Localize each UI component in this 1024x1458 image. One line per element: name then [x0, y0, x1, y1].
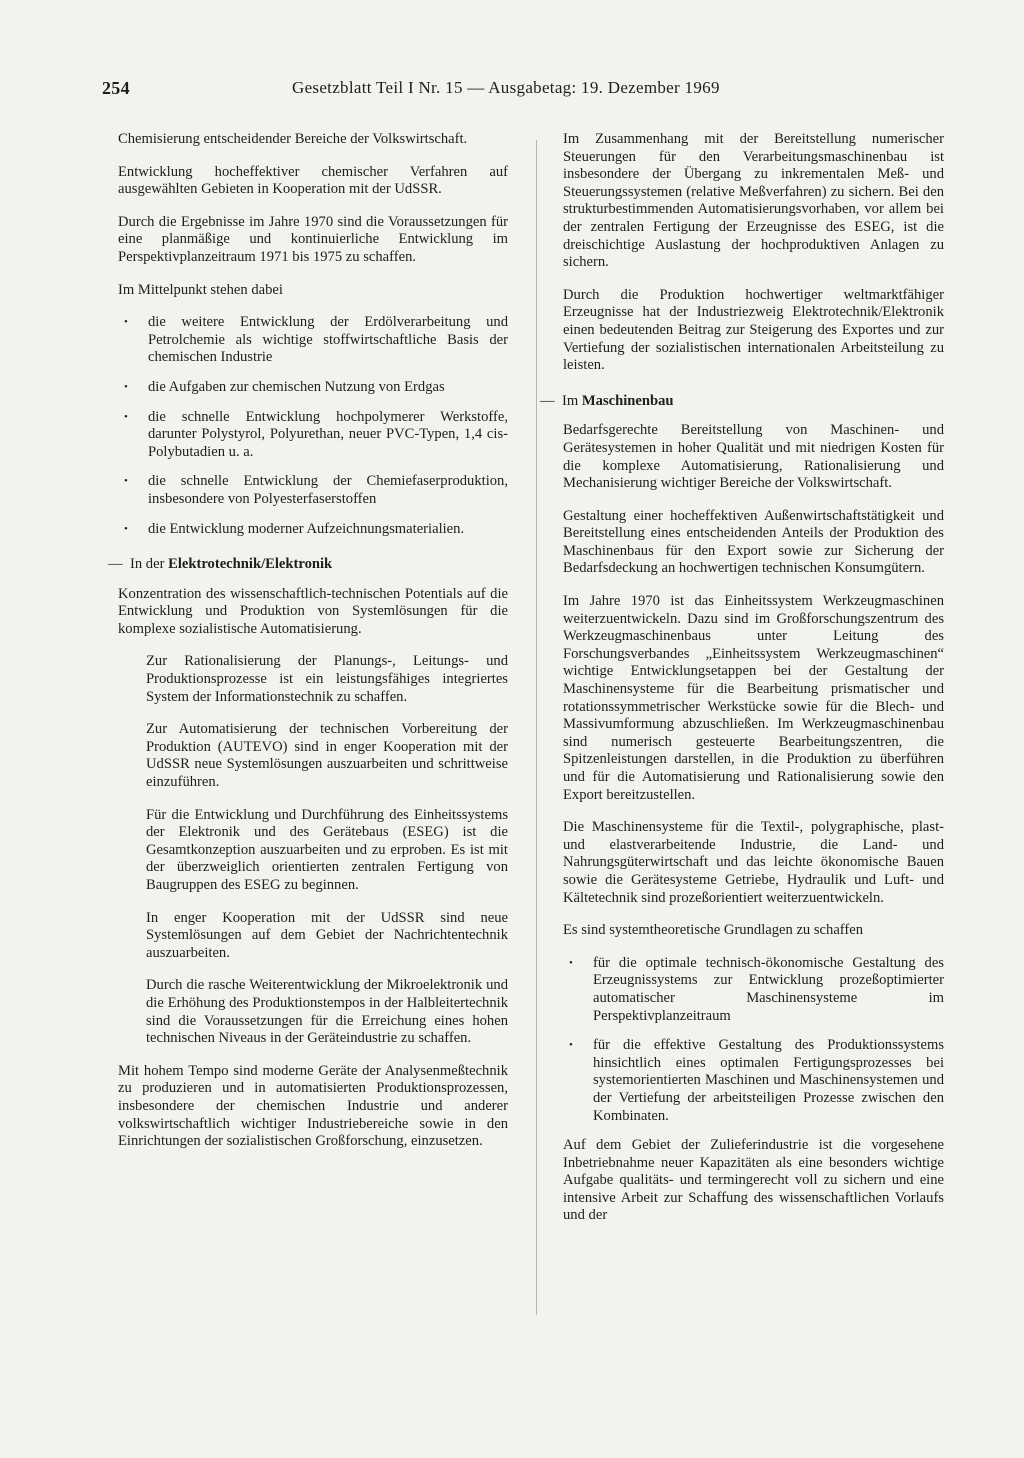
- list-item: • die Entwicklung moderner Aufzeichnungsmaterialien.: [118, 521, 508, 539]
- list-item: • die schnelle Entwicklung hochpolymerer Werkstoffe, darunter Polystyrol, Polyurethan, neuer PVC-Typen, 1,4 cis-Polybutadien u. a.: [118, 409, 508, 462]
- paragraph: Im Zusammenhang mit der Bereitstellung numerischer Steuerungen für den Verarbeitungsmaschinenbau ist insbesondere der Übergang zu inkrementalen Meß- und Steuerungssystemen (relative Meßverfahren) zu sichern. Bei den strukturbestimmenden Automatisierungsvorhaben, vor allem bei der zentralen Fertigung der Erzeugnisse des ESEG, ist die dreischichtige Auslastung der hochproduktiven Anlagen zu sichern.: [563, 131, 944, 271]
- paragraph: Entwicklung hocheffektiver chemischer Verfahren auf ausgewählten Gebieten in Kooperation mit der UdSSR.: [118, 163, 508, 198]
- section-heading-maschinenbau: [540, 393, 944, 411]
- paragraph: In enger Kooperation mit der UdSSR sind neue Systemlösungen auf dem Gebiet der Nachrichtentechnik auszuarbeiten.: [146, 909, 508, 961]
- section-title: Elektrotechnik/Elektronik: [168, 556, 333, 573]
- right-column: [540, 131, 944, 1240]
- running-title: Gesetzblatt Teil I Nr. 15 — Ausgabetag: 19. Dezember 1969: [292, 78, 720, 97]
- paragraph: Zur Automatisierung der technischen Vorbereitung der Produktion (AUTEVO) sind in enger Kooperation mit der UdSSR neue Systemlösungen auszuarbeiten und schrittweise einzuführen.: [146, 721, 508, 791]
- paragraph: Durch die rasche Weiterentwicklung der Mikroelektronik und die Erhöhung des Produktionstempos in der Halbleitertechnik sind die Voraussetzungen für die Erreichung eines hohen technischen Niveaus in der Geräteindustrie zu schaffen.: [146, 977, 508, 1047]
- paragraph: Auf dem Gebiet der Zulieferindustrie ist die vorgesehene Inbetriebnahme neuer Kapazitäten als eine besonders wichtige Aufgabe qualitäts- und termingerecht voll zu sichern und eine intensive Arbeit zur Schaffung des wissenschaftlichen Vorlaufs und der: [563, 1137, 944, 1224]
- paragraph: Durch die Ergebnisse im Jahre 1970 sind die Voraussetzungen für eine planmäßige und kontinuierliche Entwicklung im Perspektivplanzeitraum 1971 bis 1975 zu schaffen.: [118, 213, 508, 265]
- list-item: • die schnelle Entwicklung der Chemiefaserproduktion, insbesondere von Polyesterfaserstoffen: [118, 473, 508, 508]
- paragraph: Im Jahre 1970 ist das Einheitssystem Werkzeugmaschinen weiterzuentwickeln. Dazu sind im Großforschungszentrum des Werkzeugmaschinenbaus unter Leitung des Forschungsverbandes „Einheitssystem Werkzeugmaschinen“ wichtige Entwicklungsetappen bei der Gestaltung der Maschinensysteme für die Bearbeitung prismatischer und rotationssymmetrischer Werkstücke sowie für die Blech- und Massivumformung abzuschließen. Im Werkzeugmaschinenbau sind numerisch gesteuerte Bearbeitungszentren, die Spitzenleistungen darstellen, in die Produktion zu überführen und für die Automatisierung und Rationalisierung sowie den Export bereitzustellen.: [563, 593, 944, 803]
- section-title: Maschinenbau: [581, 392, 674, 409]
- list-item: • die Aufgaben zur chemischen Nutzung von Erdgas: [118, 379, 508, 397]
- section-prefix: In der: [130, 556, 169, 573]
- paragraph: Es sind systemtheoretische Grundlagen zu schaffen: [563, 922, 864, 939]
- column-divider: [536, 140, 537, 1315]
- paragraph: Durch die Produktion hochwertiger weltmarktfähiger Erzeugnisse hat der Industriezweig Elektrotechnik/Elektronik einen bedeutenden Beitrag zur Steigerung des Exportes und zur Vertiefung der sozialistischen internationalen Arbeitsteilung zu leisten.: [563, 286, 944, 374]
- section-heading-elektrotechnik: [108, 556, 508, 574]
- paragraph: Chemisierung entscheidender Bereiche der Volkswirtschaft.: [118, 131, 468, 147]
- paragraph: Konzentration des wissenschaftlich-technischen Potentials auf die Entwicklung und Produktion von Systemlösungen für die komplexe sozialistische Automatisierung.: [118, 585, 508, 637]
- bullet-list: [118, 314, 508, 538]
- paragraph: Gestaltung einer hocheffektiven Außenwirtschaftstätigkeit und Bereitstellung eines entscheidenden Anteils der Produktion des Maschinenbaus für den Export sowie zur Sicherung der Bedarfsdeckung an hochwertigen technischen Konsumgütern.: [563, 507, 944, 577]
- paragraph: Mit hohem Tempo sind moderne Geräte der Analysenmeßtechnik zu produzieren und in automatisierten Produktionsprozessen, insbesondere der chemischen Industrie und anderer volkswirtschaftlich wichtiger Industriebereiche sowie in den Einrichtungen der sozialistischen Großforschung, einzusetzen.: [118, 1062, 508, 1150]
- paragraph: Für die Entwicklung und Durchführung des Einheitssystems der Elektronik und des Gerätebaus (ESEG) ist die Gesamtkonzeption auszuarbeiten und zu erproben. Es ist mit der überzweiglich orientierten zentralen Fertigung von Baugruppen des ESEG zu beginnen.: [146, 806, 508, 893]
- list-item: • die weitere Entwicklung der Erdölverarbeitung und Petrolchemie als wichtige stoffwirtschaftliche Basis der chemischen Industrie: [118, 314, 508, 367]
- left-column: [108, 131, 508, 1166]
- list-item: • für die effektive Gestaltung des Produktionssystems hinsichtlich eines optimalen Fertigungsprozesses bei systemorientierten Maschinen und Maschinensystemen und der Vertiefung der arbeitsteiligen Prozesse zwischen den Kombinaten.: [563, 1037, 944, 1125]
- paragraph: Bedarfsgerechte Bereitstellung von Maschinen- und Gerätesystemen in hoher Qualität und mit niedrigen Kosten für die komplexe Automatisierung, Rationalisierung und Mechanisierung wichtiger Bereiche der Volkswirtschaft.: [563, 422, 944, 492]
- page-header: [102, 78, 944, 104]
- list-item: • für die optimale technisch-ökonomische Gestaltung des Erzeugnissystems zur Entwicklung prozeßoptimierter automatischer Maschinensysteme im Perspektivplanzeitraum: [563, 955, 944, 1025]
- section-dash: —: [108, 556, 123, 573]
- paragraph: Zur Rationalisierung der Planungs-, Leitungs- und Produktionsprozesse ist ein leistungsfähiges integriertes System der Informationstechnik zu schaffen.: [146, 653, 508, 705]
- paragraph: Im Mittelpunkt stehen dabei: [118, 281, 283, 298]
- bullet-list: [563, 955, 944, 1125]
- paragraph: Die Maschinensysteme für die Textil-, polygraphische, plast- und elastverarbeitende Industrie, die Land- und Nahrungsgüterwirtschaft und das leichte ökonomische Bauen sowie die Gerätesysteme Getriebe, Hydraulik und Luft- und Kältetechnik sind prozeßorientiert weiterzuentwickeln.: [563, 819, 944, 906]
- section-prefix: Im: [562, 392, 582, 409]
- indented-block: [118, 653, 508, 1047]
- page-number: 254: [102, 78, 130, 98]
- section-dash: —: [540, 392, 555, 409]
